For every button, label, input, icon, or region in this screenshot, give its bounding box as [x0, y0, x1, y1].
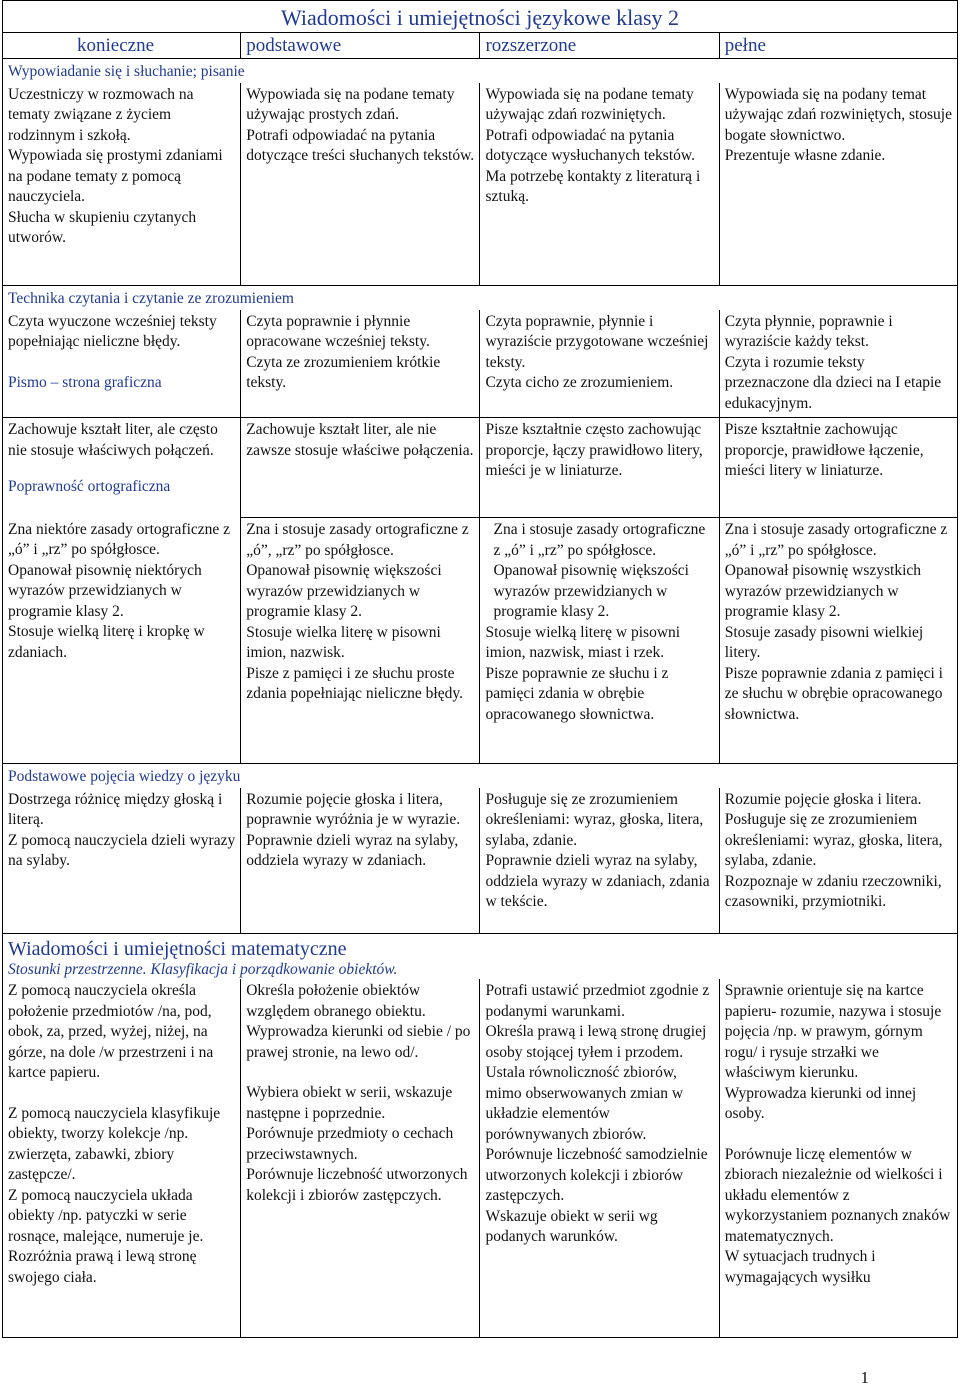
level-header: podstawowe	[241, 33, 480, 59]
table-cell: Pisze kształtnie zachowując proporcje, prawidłowe łączenie, mieści litery w liniaturze.	[719, 418, 957, 518]
section-heading: Podstawowe pojęcia wiedzy o języku	[8, 768, 241, 785]
table-cell: Zna i stosuje zasady ortograficzne z „ó” i „rz” po spółgłosce. Opanował pisownię wszystkich wyrazów przewidzianych w programie klasy 2. Stosuje zasady pisowni wielkiej litery. Pisze poprawnie zdania z pamięci i ze słuchu w obrębie opracowanego słownictwa.	[719, 518, 957, 764]
table-cell: Zna i stosuje zasady ortograficzne z „ó”, „rz” po spółgłosce. Opanował pisownię większości wyrazów przewidzianych w programie klasy 2. Stosuje wielka literę w pisowni imion, nazwisk. Pisze z pamięci i ze słuchu proste zdania popełniając nieliczne błędy.	[241, 518, 480, 764]
table-cell: Wypowiada się na podane tematy używając zdań rozwiniętych. Potrafi odpowiadać na pytania dotyczące wysłuchanych tekstów. Ma potrzebę kontakty z literaturą i sztuką.	[480, 83, 719, 286]
table-cell: Wypowiada się na podane tematy używając prostych zdań. Potrafi odpowiadać na pytania dotyczące treści słuchanych tekstów.	[241, 83, 480, 286]
table-cell: Posługuje się ze zrozumieniem określeniami: wyraz, głoska, litera, sylaba, zdanie. Poprawnie dzieli wyraz na sylaby, oddziela wyrazy w zdaniach, zdania w tekście.	[480, 788, 719, 934]
page-number: 1	[860, 1368, 869, 1387]
level-header: rozszerzone	[480, 33, 719, 59]
table-cell: Czyta płynnie, poprawnie i wyraziście każdy tekst. Czyta i rozumie teksty przeznaczone dla dzieci na I etapie edukacyjnym.	[719, 310, 957, 418]
competency-table	[2, 0, 958, 1338]
level-header-row	[3, 33, 958, 59]
section-heading: Wypowiadanie się i słuchanie; pisanie	[8, 63, 245, 80]
table-cell: Rozumie pojęcie głoska i litera. Posługuje się ze zrozumieniem określeniami: wyraz, głoska, litera, sylaba, zdanie. Rozpoznaje w zdaniu rzeczowniki, czasowniki, przymiotniki.	[719, 788, 957, 934]
level-header: pełne	[719, 33, 957, 59]
table-cell: Zna niektóre zasady ortograficzne z „ó” i „rz” po spółgłosce. Opanował pisownię niektórych wyrazów przewidzianych w programie klasy 2. Stosuje wielką literę i kropkę w zdaniach.	[3, 518, 241, 764]
table-cell: Zna i stosuje zasady ortograficzne z „ó” i „rz” po spółgłosce. Opanował pisownię większości wyrazów przewidzianych w programie klasy 2. Stosuje wielką literę w pisowni imion, nazwisk, miast i rzek. Pisze poprawnie ze słuchu i z pamięci zdania w obrębie opracowanego słownictwa.	[480, 518, 719, 764]
table-cell: Pisze kształtnie często zachowując proporcje, łączy prawidłowo litery, mieści je w liniaturze.	[480, 418, 719, 518]
table-cell: Zachowuje kształt liter, ale nie zawsze stosuje właściwe połączenia.	[241, 418, 480, 518]
table-cell: Z pomocą nauczyciela określa położenie przedmiotów /na, pod, obok, za, przed, wyżej, niżej, na górze, na dole /w przestrzeni i na kartce papieru. Z pomocą nauczyciela klasyfikuje obiekty, tworzy kolekcje /np. zwierzęta, zabawki, zbiory zastępcze/. Z pomocą nauczyciela układa obiekty /np. patyczki w serie rosnące, malejące, numeruje je. Rozróżnia prawą i lewą stronę swojego ciała.	[3, 979, 241, 1337]
table-row	[3, 418, 958, 518]
table-cell: Określa położenie obiektów względem obranego obiektu. Wyprowadza kierunki od siebie / po prawej stronie, na lewo od/. Wybiera obiekt w serii, wskazuje następne i poprzednie. Porównuje przedmioty o cechach przeciwstawnych. Porównuje liczebność utworzonych kolekcji i zbiorów zastępczych.	[241, 979, 480, 1337]
table-row	[3, 788, 958, 934]
math-subheading: Stosunki przestrzenne. Klasyfikacja i porządkowanie obiektów.	[8, 961, 398, 978]
table-row	[3, 518, 958, 764]
section-heading: Poprawność ortograficzna	[8, 478, 171, 495]
table-cell: Rozumie pojęcie głoska i litera, poprawnie wyróżnia je w wyrazie. Poprawnie dzieli wyraz na sylaby, oddziela wyrazy w zdaniach.	[241, 788, 480, 934]
table-row	[3, 83, 958, 286]
math-heading: Wiadomości i umiejętności matematyczne	[8, 938, 347, 960]
table-cell: Zachowuje kształt liter, ale często nie stosuje właściwych połączeń. Poprawność ortograficzna	[3, 418, 241, 518]
table-row	[3, 979, 958, 1337]
table-cell: Czyta poprawnie i płynnie opracowane wcześniej teksty. Czyta ze zrozumieniem krótkie teksty.	[241, 310, 480, 418]
level-header: konieczne	[3, 33, 241, 59]
table-row	[3, 310, 958, 418]
table-cell: Dostrzega różnicę między głoską i literą. Z pomocą nauczyciela dzieli wyrazy na sylaby.	[3, 788, 241, 934]
table-cell: Uczestniczy w rozmowach na tematy związane z życiem rodzinnym i szkołą. Wypowiada się prostymi zdaniami na podane tematy z pomocą nauczyciela. Słucha w skupieniu czytanych utworów.	[3, 83, 241, 286]
document-title: Wiadomości i umiejętności językowe klasy 2	[3, 1, 958, 33]
table-cell: Czyta wyuczone wcześniej teksty popełniając nieliczne błędy. Pismo – strona graficzna	[3, 310, 241, 418]
table-cell: Potrafi ustawić przedmiot zgodnie z podanymi warunkami. Określa prawą i lewą stronę drugiej osoby stojącej tyłem i przodem. Ustala równoliczność zbiorów, mimo obserwowanych zmian w układzie elementów porównywanych zbiorów. Porównuje liczebność samodzielnie utworzonych kolekcji i zbiorów zastępczych. Wskazuje obiekt w serii wg podanych warunków.	[480, 979, 719, 1337]
table-cell: Sprawnie orientuje się na kartce papieru- rozumie, nazywa i stosuje pojęcia /np. w prawym, górnym rogu/ i rysuje strzałki we właściwym kierunku. Wyprowadza kierunki od innej osoby. Porównuje liczę elementów w zbiorach niezależnie od wielkości i układu elementów z wykorzystaniem poznanych znaków matematycznych. W sytuacjach trudnych i wymagających wysiłku	[719, 979, 957, 1337]
table-cell: Wypowiada się na podany temat używając zdań rozwiniętych, stosuje bogate słownictwo. Prezentuje własne zdanie.	[719, 83, 957, 286]
section-heading: Technika czytania i czytanie ze zrozumieniem	[8, 290, 294, 307]
section-heading: Pismo – strona graficzna	[8, 373, 162, 391]
table-cell: Czyta poprawnie, płynnie i wyraziście przygotowane wcześniej teksty. Czyta cicho ze zrozumieniem.	[480, 310, 719, 418]
